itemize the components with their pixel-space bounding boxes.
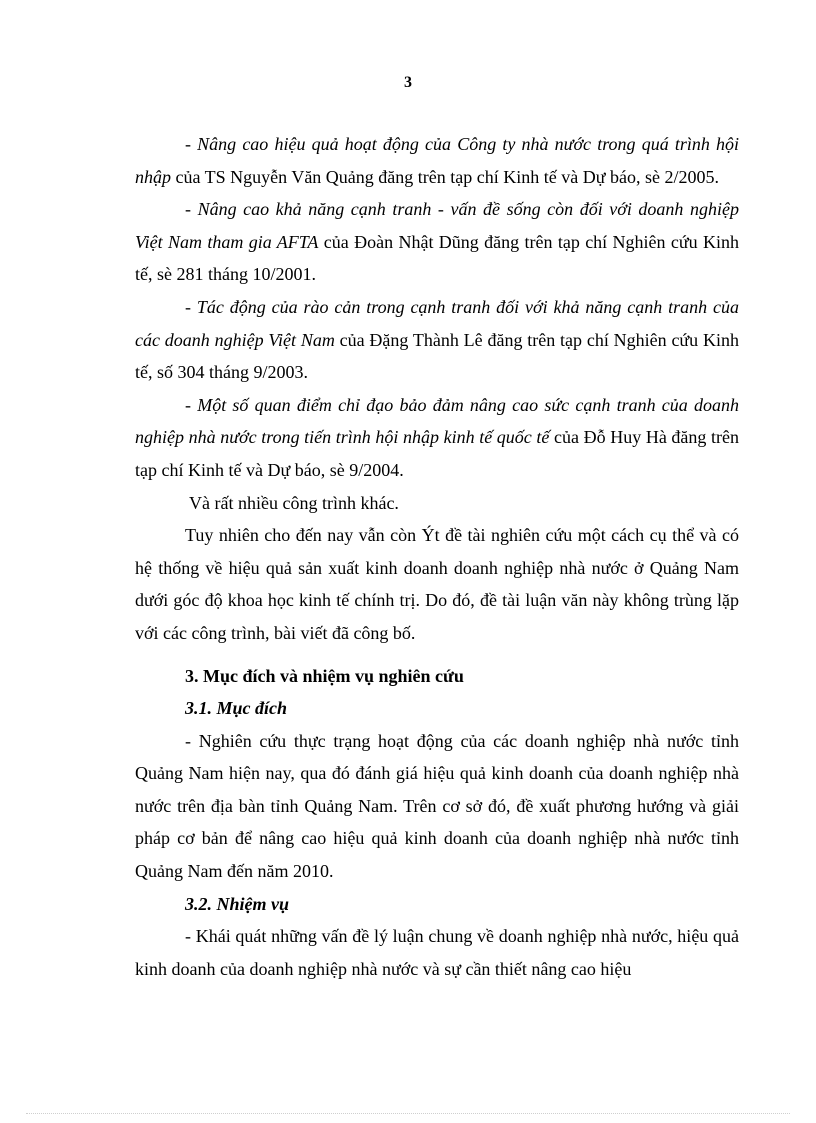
reference-title: Một số quan điểm chỉ đạo bảo đảm nâng cao sức cạnh tranh của doanh nghiệp nhà nước trong tiến trình hội nhập kinh tế quốc tế bbox=[135, 394, 740, 448]
reference-source: của TS Nguyễn Văn Quảng đăng trên tạp chí Kinh tế và Dự báo, sè 2/2005. bbox=[171, 166, 719, 187]
reference-title: Tác động của rào cản trong cạnh tranh đối với khả năng cạnh tranh của các doanh nghiệp Việt Nam bbox=[135, 296, 739, 350]
reference-dash: - bbox=[185, 394, 198, 415]
reference-item-2 bbox=[135, 193, 739, 291]
task-paragraph: - Khái quát những vấn đề lý luận chung về doanh nghiệp nhà nước, hiệu quả kinh doanh của doanh nghiệp nhà nước và sự cần thiết nâng cao hiệu bbox=[135, 926, 739, 979]
section-heading: 3. Mục đích và nhiệm vụ nghiên cứu bbox=[185, 665, 464, 686]
subsection-heading-purpose: 3.1. Mục đích bbox=[185, 698, 288, 719]
reference-source: của Đoàn Nhật Dũng đăng trên tạp chí Nghiên cứu Kinh tế, sè 281 tháng 10/2001. bbox=[135, 231, 739, 285]
other-works-note: Và rất nhiều công trình khác. bbox=[189, 492, 399, 513]
reference-item-4 bbox=[135, 389, 739, 487]
reference-title: Nâng cao khả năng cạnh tranh - vấn đề sống còn đối với doanh nghiệp Việt Nam tham gia AFTA bbox=[135, 199, 739, 252]
page-bottom-divider bbox=[26, 1113, 790, 1114]
reference-dash: - bbox=[185, 134, 198, 154]
reference-dash: - bbox=[185, 199, 198, 220]
reference-title: Nâng cao hiệu quả hoạt động của Công ty nhà nước trong quá trình hội nhập bbox=[135, 134, 740, 187]
subsection-heading-tasks: 3.2. Nhiệm vụ bbox=[185, 893, 290, 914]
summary-paragraph: Tuy nhiên cho đến nay vẫn còn Ýt đề tài nghiên cứu một cách cụ thể và có hệ thống về hiệu quả sản xuất kinh doanh doanh nghiệp nhà nước ở Quảng Nam dưới góc độ khoa học kinh tế chính trị. Do đó, đề tài luận văn này không trùng lặp với các công trình, bài viết đã công bố. bbox=[135, 525, 739, 643]
reference-item-1 bbox=[135, 128, 739, 193]
reference-source: của Đặng Thành Lê đăng trên tạp chí Nghiên cứu Kinh tế, số 304 tháng 9/2003. bbox=[135, 329, 739, 383]
page-body bbox=[135, 128, 739, 985]
purpose-paragraph: - Nghiên cứu thực trạng hoạt động của các doanh nghiệp nhà nước tỉnh Quảng Nam hiện nay, qua đó đánh giá hiệu quả kinh doanh của doanh nghiệp nhà nước trên địa bàn tỉnh Quảng Nam. Trên cơ sở đó, đề xuất phương hướng và giải pháp cơ bản để nâng cao hiệu quả kinh doanh của doanh nghiệp nhà nước tỉnh Quảng Nam đến năm 2010. bbox=[135, 730, 739, 882]
page-number: 3 bbox=[404, 74, 412, 91]
reference-source: của Đỗ Huy Hà đăng trên tạp chí Kinh tế và Dự báo, sè 9/2004. bbox=[135, 427, 739, 480]
reference-dash: - bbox=[185, 296, 197, 317]
reference-item-3 bbox=[135, 291, 739, 389]
